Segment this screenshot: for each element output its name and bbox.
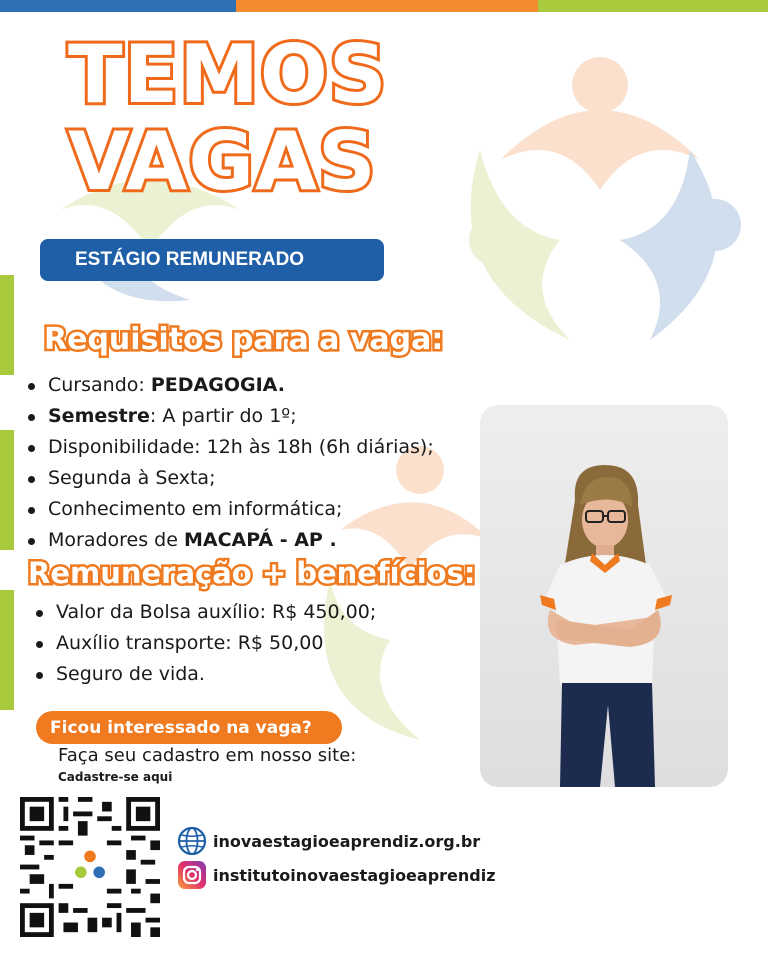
- benefits-list: [34, 597, 376, 690]
- globe-icon: [177, 826, 207, 856]
- cta-text: Faça seu cadastro em nosso site:: [58, 745, 357, 766]
- left-accent-tab: [0, 430, 14, 550]
- top-bar-orange: [236, 0, 538, 12]
- benefits-title: Remuneração + benefícios:: [28, 556, 476, 590]
- instagram-handle[interactable]: institutoinovaestagioeaprendiz: [213, 865, 496, 885]
- list-item: Seguro de vida.: [34, 659, 376, 690]
- requirements-list: [26, 370, 434, 556]
- list-item: Cursando: PEDAGOGIA.: [26, 370, 434, 401]
- left-accent-tab: [0, 590, 14, 710]
- candidate-photo: [480, 405, 728, 787]
- website-url[interactable]: inovaestagioeaprendiz.org.br: [213, 831, 481, 851]
- cta-pill-label: Ficou interessado na vaga?: [50, 717, 312, 738]
- person-illustration-icon: [480, 405, 728, 787]
- instagram-icon: [177, 860, 207, 890]
- instagram-row[interactable]: [177, 860, 496, 890]
- list-item: Conhecimento em informática;: [26, 494, 434, 525]
- website-row[interactable]: [177, 826, 480, 856]
- list-item: Auxílio transporte: R$ 50,00: [34, 628, 376, 659]
- left-accent-tab: [0, 275, 14, 375]
- top-bar-blue: [0, 0, 236, 12]
- list-item: Semestre: A partir do 1º;: [26, 401, 434, 432]
- list-item: Segunda à Sexta;: [26, 463, 434, 494]
- qr-code[interactable]: [20, 797, 160, 937]
- top-bar-green: [538, 0, 768, 12]
- list-item: Moradores de MACAPÁ - AP .: [26, 525, 434, 556]
- internship-badge: [40, 239, 384, 281]
- requirements-title: Requisitos para a vaga:: [44, 322, 444, 357]
- headline-line-2: VAGAS: [68, 115, 377, 208]
- list-item: Valor da Bolsa auxílio: R$ 450,00;: [34, 597, 376, 628]
- signup-link[interactable]: Cadastre-se aqui: [58, 770, 173, 784]
- headline-line-1: TEMOS: [68, 28, 388, 121]
- list-item: Disponibilidade: 12h às 18h (6h diárias);: [26, 432, 434, 463]
- cta-pill: [36, 711, 342, 744]
- background-logo-icon: [440, 40, 760, 370]
- internship-badge-label: ESTÁGIO REMUNERADO: [75, 249, 305, 270]
